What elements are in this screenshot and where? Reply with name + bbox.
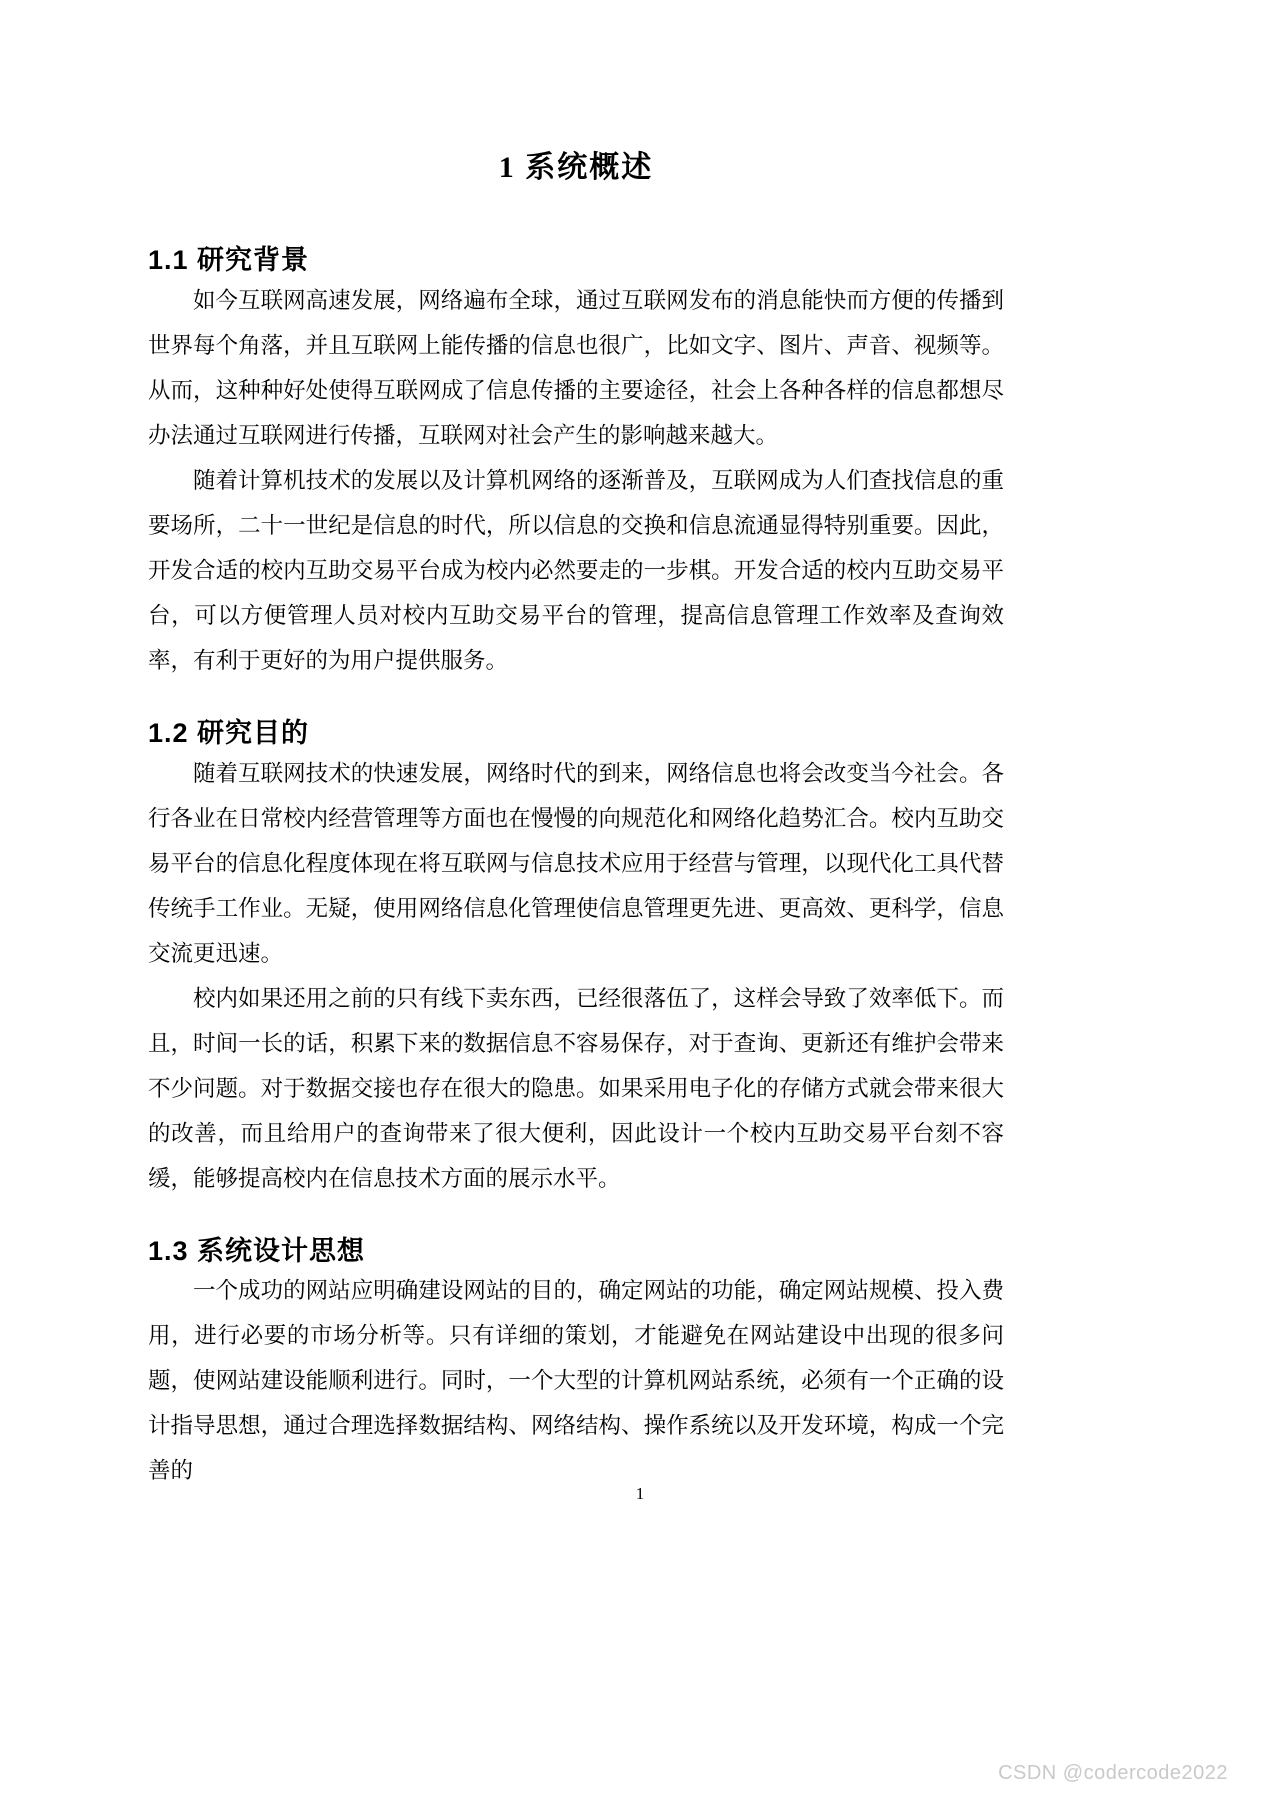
section-heading-1-3: 1.3 系统设计思想 xyxy=(148,1235,366,1266)
paragraph: 如今互联网高速发展，网络遍布全球，通过互联网发布的消息能快而方便的传播到世界每个角落，并且互联网上能传播的信息也很广，比如文字、图片、声音、视频等。从而，这种种好处使得互联网成了信息传播的主要途径，社会上各种各样的信息都想尽办法通过互联网进行传播，互联网对社会产生的影响越来越大。 xyxy=(148,287,1004,448)
page-content xyxy=(148,0,1004,1493)
section-heading-1-1: 1.1 研究背景 xyxy=(148,245,310,275)
paragraph: 随着互联网技术的快速发展，网络时代的到来，网络信息也将会改变当今社会。各行各业在日常校内经营管理等方面也在慢慢的向规范化和网络化趋势汇合。校内互助交易平台的信息化程度体现在将互联网与信息技术应用于经营与管理，以现代化工具代替传统手工作业。无疑，使用网络信息化管理使信息管理更先进、更高效、更科学，信息交流更迅速。 xyxy=(148,760,1004,966)
csdn-watermark: CSDN @codercode2022 xyxy=(998,1762,1228,1784)
page-number: 1 xyxy=(635,1484,645,1503)
page-title: 1 系统概述 xyxy=(498,151,654,184)
paragraph: 校内如果还用之前的只有线下卖东西，已经很落伍了，这样会导致了效率低下。而且，时间一长的话，积累下来的数据信息不容易保存，对于查询、更新还有维护会带来不少问题。对于数据交接也存在很大的隐患。如果采用电子化的存储方式就会带来很大的改善，而且给用户的查询带来了很大便利，因此设计一个校内互助交易平台刻不容缓，能够提高校内在信息技术方面的展示水平。 xyxy=(148,985,1004,1191)
paragraph: 随着计算机技术的发展以及计算机网络的逐渐普及，互联网成为人们查找信息的重要场所，二十一世纪是信息的时代，所以信息的交换和信息流通显得特别重要。因此，开发合适的校内互助交易平台成为校内必然要走的一步棋。开发合适的校内互助交易平台，可以方便管理人员对校内互助交易平台的管理，提高信息管理工作效率及查询效率，有利于更好的为用户提供服务。 xyxy=(148,467,1004,673)
paragraph: 一个成功的网站应明确建设网站的目的，确定网站的功能，确定网站规模、投入费用，进行必要的市场分析等。只有详细的策划，才能避免在网站建设中出现的很多问题，使网站建设能顺利进行。同时，一个大型的计算机网站系统，必须有一个正确的设计指导思想，通过合理选择数据结构、网络结构、操作系统以及开发环境，构成一个完善的 xyxy=(148,1278,1004,1484)
section-heading-1-2: 1.2 研究目的 xyxy=(148,717,310,748)
